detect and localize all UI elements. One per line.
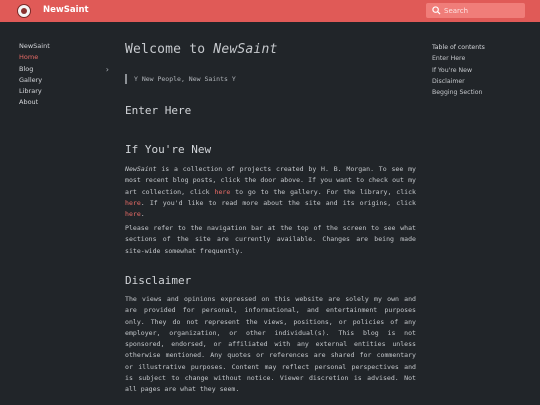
sidebar-item-library[interactable]: Library (19, 87, 42, 96)
sidebar-item-newsaint[interactable]: NewSaint (19, 42, 50, 50)
toc-item-enter-here[interactable]: Enter Here (432, 55, 466, 63)
brand-title[interactable]: NewSaint (43, 5, 89, 15)
search-icon (432, 6, 441, 15)
table-of-contents (432, 42, 532, 98)
toc-item-begging-section[interactable]: Begging Section (432, 89, 483, 97)
intro-text-2: to go to the gallery. For the library, click (230, 187, 416, 196)
search-box[interactable] (426, 3, 525, 18)
page-title (125, 40, 416, 62)
toc-title: Table of contents (432, 44, 485, 51)
top-navbar (0, 0, 540, 22)
gallery-link[interactable]: here (214, 187, 231, 196)
tagline-blockquote: Y New People, New Saints Y (125, 74, 236, 84)
sidebar-item-label: Blog (19, 64, 34, 73)
if-youre-new-heading: If You're New (125, 143, 212, 156)
toc-item-disclaimer[interactable]: Disclaimer (432, 77, 465, 85)
intro-paragraph (125, 164, 416, 220)
sidebar-item-home[interactable]: Home (19, 53, 39, 62)
sidebar-item-about[interactable]: About (19, 98, 39, 107)
intro-text-4: . (140, 210, 145, 219)
about-link[interactable]: here (125, 210, 141, 219)
navigation-paragraph: Please refer to the navigation bar at the top of the screen to see what sections of the site are currently available. Changes are being made site-wide somewhat frequently. (125, 224, 416, 255)
sidebar-nav (19, 41, 109, 109)
page-title-name: NewSaint (213, 42, 278, 57)
site-logo-icon[interactable] (17, 4, 31, 18)
toc-item-if-youre-new[interactable]: If You're New (432, 66, 473, 74)
sidebar-item-blog[interactable] (19, 64, 109, 75)
sidebar-item-gallery[interactable]: Gallery (19, 75, 43, 84)
disclaimer-heading: Disclaimer (125, 274, 192, 287)
main-content (125, 40, 416, 394)
enter-here-heading: Enter Here (125, 104, 192, 117)
site-name-emphasis: NewSaint (125, 165, 157, 173)
page-title-prefix: Welcome to (125, 42, 214, 57)
library-link[interactable]: here (125, 198, 141, 207)
disclaimer-paragraph: The views and opinions expressed on this website are solely my own and are provided for personal, informational, and entertainment purposes only. They do not represent the views, positions, or policies of any employer, organization, or other individual(s). This blog is not sponsored, endorsed, or affiliated with any external entities unless otherwise mentioned. Any quotes or references are shared for commentary or illustrative purposes. Content may reflect personal perspectives and is subject to change without notice. Viewer discretion is advised. Not all pages are what they seem. (125, 295, 416, 394)
chevron-right-icon[interactable]: › (105, 64, 109, 74)
intro-text-1: is a collection of projects created by H. B. Morgan. To see my most recent blog posts, click the door above. If you want to check out my art collection, click (125, 165, 416, 196)
search-input[interactable] (444, 4, 522, 17)
intro-text-3: . If you'd like to read more about the site and its origins, click (140, 198, 416, 207)
